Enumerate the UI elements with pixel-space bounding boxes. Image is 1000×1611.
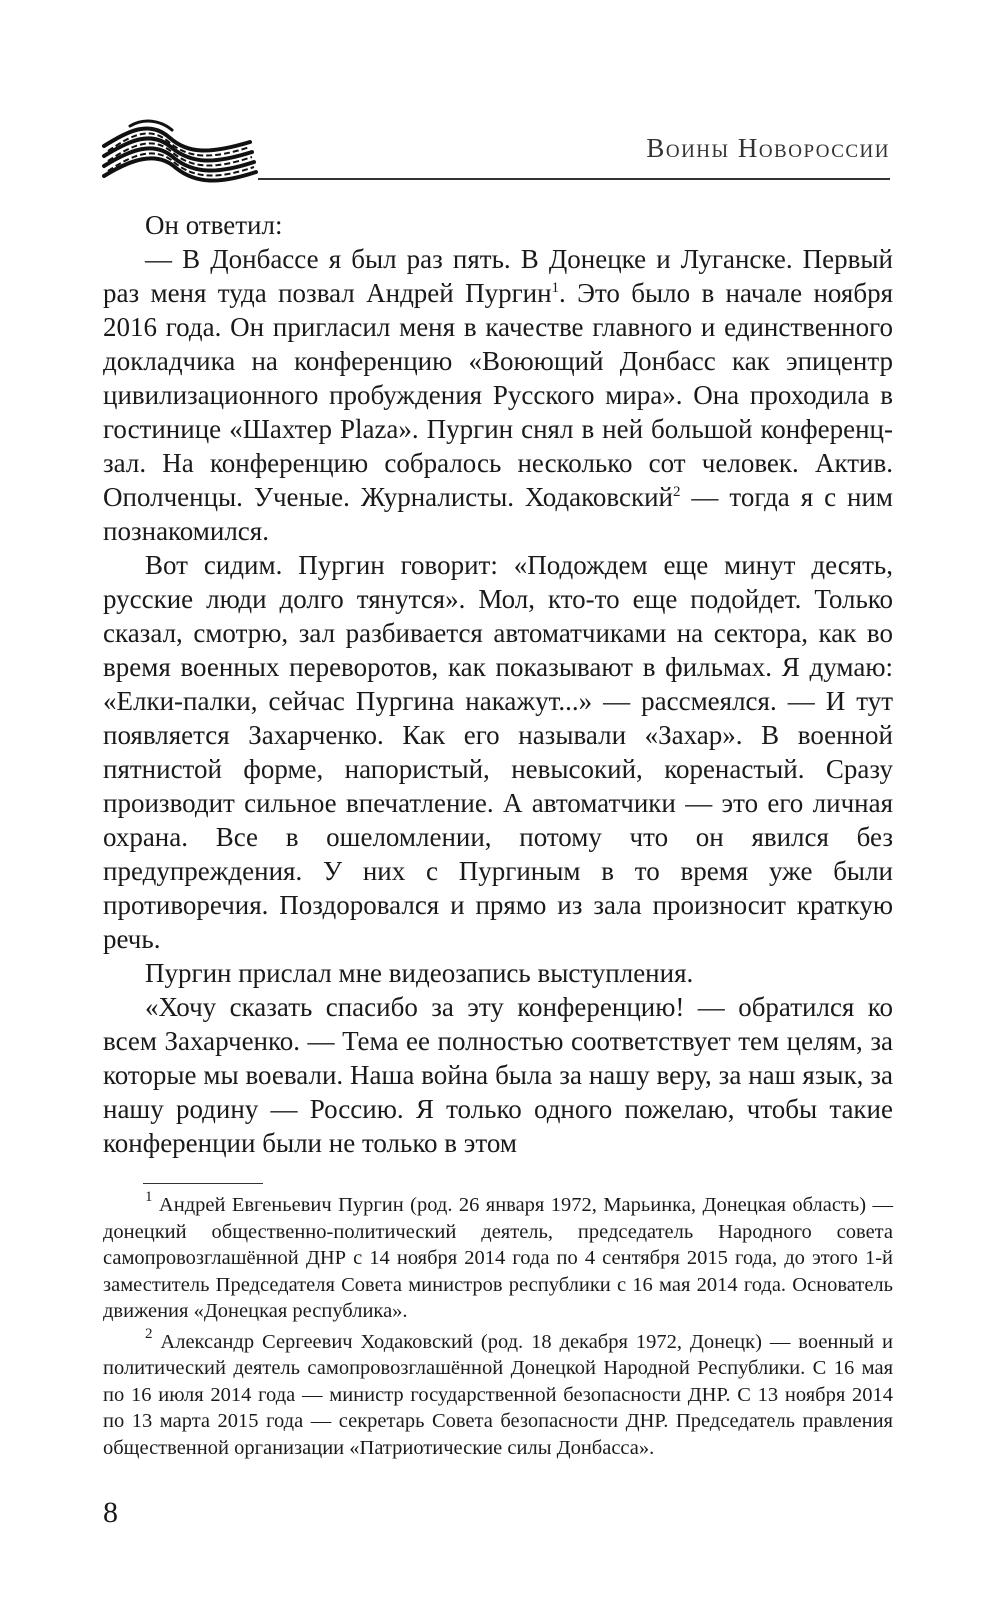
footnote-number: 1 bbox=[145, 1189, 153, 1205]
footnote-divider bbox=[143, 1183, 263, 1184]
footnote-2 bbox=[103, 1325, 893, 1462]
footnote-1 bbox=[103, 1189, 893, 1325]
paragraph-text: «Хочу сказать спасибо за эту конференцию! — обратился ко всем Захарченко. — Тема ее полностью соответствует тем целям, за которые мы воевали. Наша война была за нашу веру, за наш язык, за нашу родину — Россию. Я только одного пожелаю, чтобы такие конференции были не только в этом bbox=[103, 992, 893, 1158]
paragraph-text: Пургин прислал мне видеозапись выступления. bbox=[145, 958, 694, 988]
footnote-text: Александр Сергеевич Ходаковский (род. 18 декабря 1972, Донецк) — военный и политический деятель самопровозглашённой Донецкой Народной Республики. С 16 мая по 16 июля 2014 года — министр государственной безопасности ДНР. С 13 ноября 2014 по 13 марта 2015 года — секретарь Совета безопасности ДНР. Председатель правления общественной организации «Патриотические силы Донбасса». bbox=[103, 1330, 893, 1459]
footnote-number: 2 bbox=[145, 1325, 153, 1342]
paragraph-text: Он ответил: bbox=[145, 210, 283, 240]
header-divider bbox=[258, 178, 890, 180]
main-text bbox=[103, 208, 893, 1160]
paragraph-text: — В Донбассе я был раз пять. В Донецке и Луганске. Первый раз меня туда позвал Андрей Пургин bbox=[103, 244, 893, 308]
page-number: 8 bbox=[103, 1496, 118, 1529]
footnotes bbox=[103, 1189, 893, 1465]
ribbon-flag-icon bbox=[100, 112, 260, 192]
footnote-text: Андрей Евгеньевич Пургин (род. 26 января 1972, Марьинка, Донецкая область) — донецкий общественно-политический деятель, председатель Народного совета самопровозглашённой ДНР с 14 ноября 2014 года по 4 сентября 2015 года, до этого 1-й заместитель Председателя Совета министров республики с 16 мая 2014 года. Основатель движения «Донецкая республика». bbox=[103, 1194, 893, 1322]
footnote-ref-1[interactable]: 1 bbox=[551, 280, 560, 296]
paragraph bbox=[103, 548, 893, 956]
footnote-ref-2[interactable]: 2 bbox=[672, 484, 681, 500]
running-header-title: Воины Новороссии bbox=[646, 133, 890, 163]
paragraph-text: . Это было в начале ноября 2016 года. Он пригласил меня в качестве главного и единственного докладчика на конференцию «Воюющий Донбасс как эпицентр цивилизационного пробуждения Русского мира». Она проходила в гостинице «Шахтер Plaza». Пургин снял в ней большой конференц-зал. На конференцию собралось несколько сот человек. Актив. Ополченцы. Ученые. Журналисты. Ходаковский bbox=[103, 278, 893, 512]
paragraph bbox=[103, 242, 893, 548]
running-header bbox=[0, 0, 1000, 200]
paragraph-text: — тогда я с ним познакомился. bbox=[103, 482, 894, 546]
paragraph bbox=[103, 990, 893, 1160]
paragraph-text: Вот сидим. Пургин говорит: «Подождем еще минут десять, русские люди долго тянутся». Мол, кто-то еще подойдет. Только сказал, смотрю, зал разбивается автоматчиками на сектора, как во время военных переворотов, как показывают в фильмах. Я думаю: «Елки-палки, сейчас Пургина накажут...» — рассмеялся. — И тут появляется Захарченко. Как его называли «Захар». В военной пятнистой форме, напористый, невысокий, коренастый. Сразу производит сильное впечатление. А автоматчики — это его личная охрана. Все в ошеломлении, потому что он явился без предупреждения. У них с Пургиным в то время уже были противоречия. Поздоровался и прямо из зала произносит краткую речь. bbox=[103, 550, 893, 954]
paragraph bbox=[103, 208, 893, 242]
paragraph bbox=[103, 956, 893, 990]
